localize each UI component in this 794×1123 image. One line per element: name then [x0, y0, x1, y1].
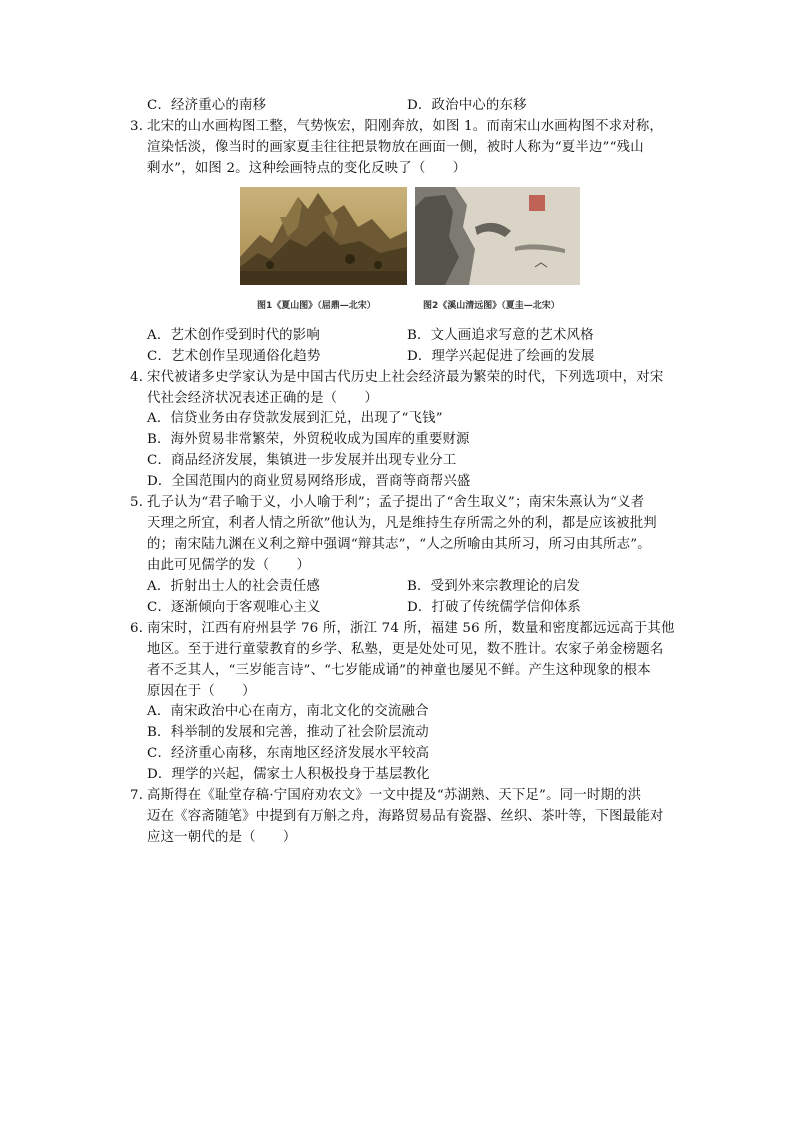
q3-stem-line1: 北宋的山水画构图工整，气势恢宏，阳刚奔放，如图 1。而南宋山水画构图不求对称， — [147, 119, 664, 134]
figure2-painting — [415, 187, 580, 285]
q5-option-d: D．打破了传统儒学信仰体系 — [407, 600, 582, 615]
q6-option-a: A．南宋政治中心在南方，南北文化的交流融合 — [147, 704, 429, 719]
q6-option-b: B．科举制的发展和完善，推动了社会阶层流动 — [147, 725, 429, 740]
q4-stem-line1: 宋代被诸多史学家认为是中国古代历史上社会经济最为繁荣的时代，下列选项中，对宋 — [147, 370, 664, 385]
q5-option-b: B．受到外来宗教理论的启发 — [407, 579, 581, 594]
q4-option-b: B．海外贸易非常繁荣，外贸税收成为国库的重要财源 — [147, 432, 470, 447]
q3-stem-line2: 渲染恬淡，像当时的画家夏圭往往把景物放在画面一侧，被时人称为“夏半边”“残山 — [147, 140, 644, 155]
q4-stem-line2: 代社会经济状况表述正确的是（ ） — [147, 391, 379, 406]
q6-option-c: C．经济重心南移，东南地区经济发展水平较高 — [147, 746, 430, 761]
figure1-painting — [240, 187, 407, 285]
q3-stem-line3: 剩水”，如图 2。这种绘画特点的变化反映了（ ） — [147, 161, 467, 176]
q4-option-a: A．信贷业务由存贷款发展到汇兑，出现了“飞钱” — [147, 411, 443, 426]
q5-option-c: C．逐渐倾向于客观唯心主义 — [147, 600, 321, 615]
figure1-caption: 图1《夏山图》（屈鼎—北宋） — [257, 301, 376, 311]
q4-number: 4． — [130, 370, 153, 385]
q6-stem-line2: 地区。至于进行童蒙教育的乡学、私塾，更是处处可见，数不胜计。农家子弟金榜题名 — [147, 642, 664, 657]
q6-number: 6． — [130, 621, 153, 636]
q6-stem-line4: 原因在于（ ） — [147, 684, 256, 699]
q6-stem-line1: 南宋时，江西有府州县学 76 所，浙江 74 所，福建 56 所，数量和密度都远远高于其他 — [147, 621, 675, 636]
q2-option-c: C．经济重心的南移 — [147, 98, 267, 113]
q5-stem-line4: 由此可见儒学的发（ ） — [147, 558, 311, 573]
q5-option-a: A．折射出士人的社会责任感 — [147, 579, 320, 594]
q4-option-c: C．商品经济发展，集镇进一步发展并出现专业分工 — [147, 453, 457, 468]
q2-option-d: D．政治中心的东移 — [407, 98, 527, 113]
q5-stem-line2: 天理之所宜，利者人情之所欲”他认为，凡是维持生存所需之外的利，都是应该被批判 — [147, 516, 657, 531]
q3-option-c: C．艺术创作呈现通俗化趋势 — [147, 349, 321, 364]
q7-stem-line2: 迈在《容斋随笔》中提到有万斛之舟，海路贸易品有瓷器、丝织、茶叶等，下图最能对 — [147, 809, 664, 824]
q7-number: 7． — [130, 788, 153, 803]
q7-stem-line3: 应这一朝代的是（ ） — [147, 830, 297, 845]
q3-number: 3． — [130, 119, 153, 134]
q4-option-d: D．全国范围内的商业贸易网络形成，晋商等商帮兴盛 — [147, 474, 471, 489]
q5-stem-line1: 孔子认为“君子喻于义，小人喻于利”；孟子提出了“舍生取义”；南宋朱熹认为“义者 — [147, 495, 645, 510]
q3-option-a: A．艺术创作受到时代的影响 — [147, 328, 320, 343]
q3-option-b: B．文人画追求写意的艺术风格 — [407, 328, 594, 343]
q7-stem-line1: 高斯得在《耻堂存稿·宁国府劝农文》一文中提及“苏湖熟、天下足”。同一时期的洪 — [147, 788, 642, 803]
q3-option-d: D．理学兴起促进了绘画的发展 — [407, 349, 595, 364]
q6-stem-line3: 者不乏其人，“三岁能言诗”、“七岁能成诵”的神童也屡见不鲜。产生这种现象的根本 — [147, 663, 651, 678]
figure2-image — [415, 187, 580, 285]
figure2-caption: 图2《溪山清远图》（夏圭—北宋） — [423, 301, 560, 311]
q5-stem-line3: 的；南宋陆九渊在义利之辩中强调“辩其志”，“人之所喻由其所习，所习由其所志”。 — [147, 537, 651, 552]
figure1-image — [240, 187, 407, 285]
q5-number: 5． — [130, 495, 153, 510]
q6-option-d: D．理学的兴起，儒家士人积极投身于基层教化 — [147, 767, 430, 782]
